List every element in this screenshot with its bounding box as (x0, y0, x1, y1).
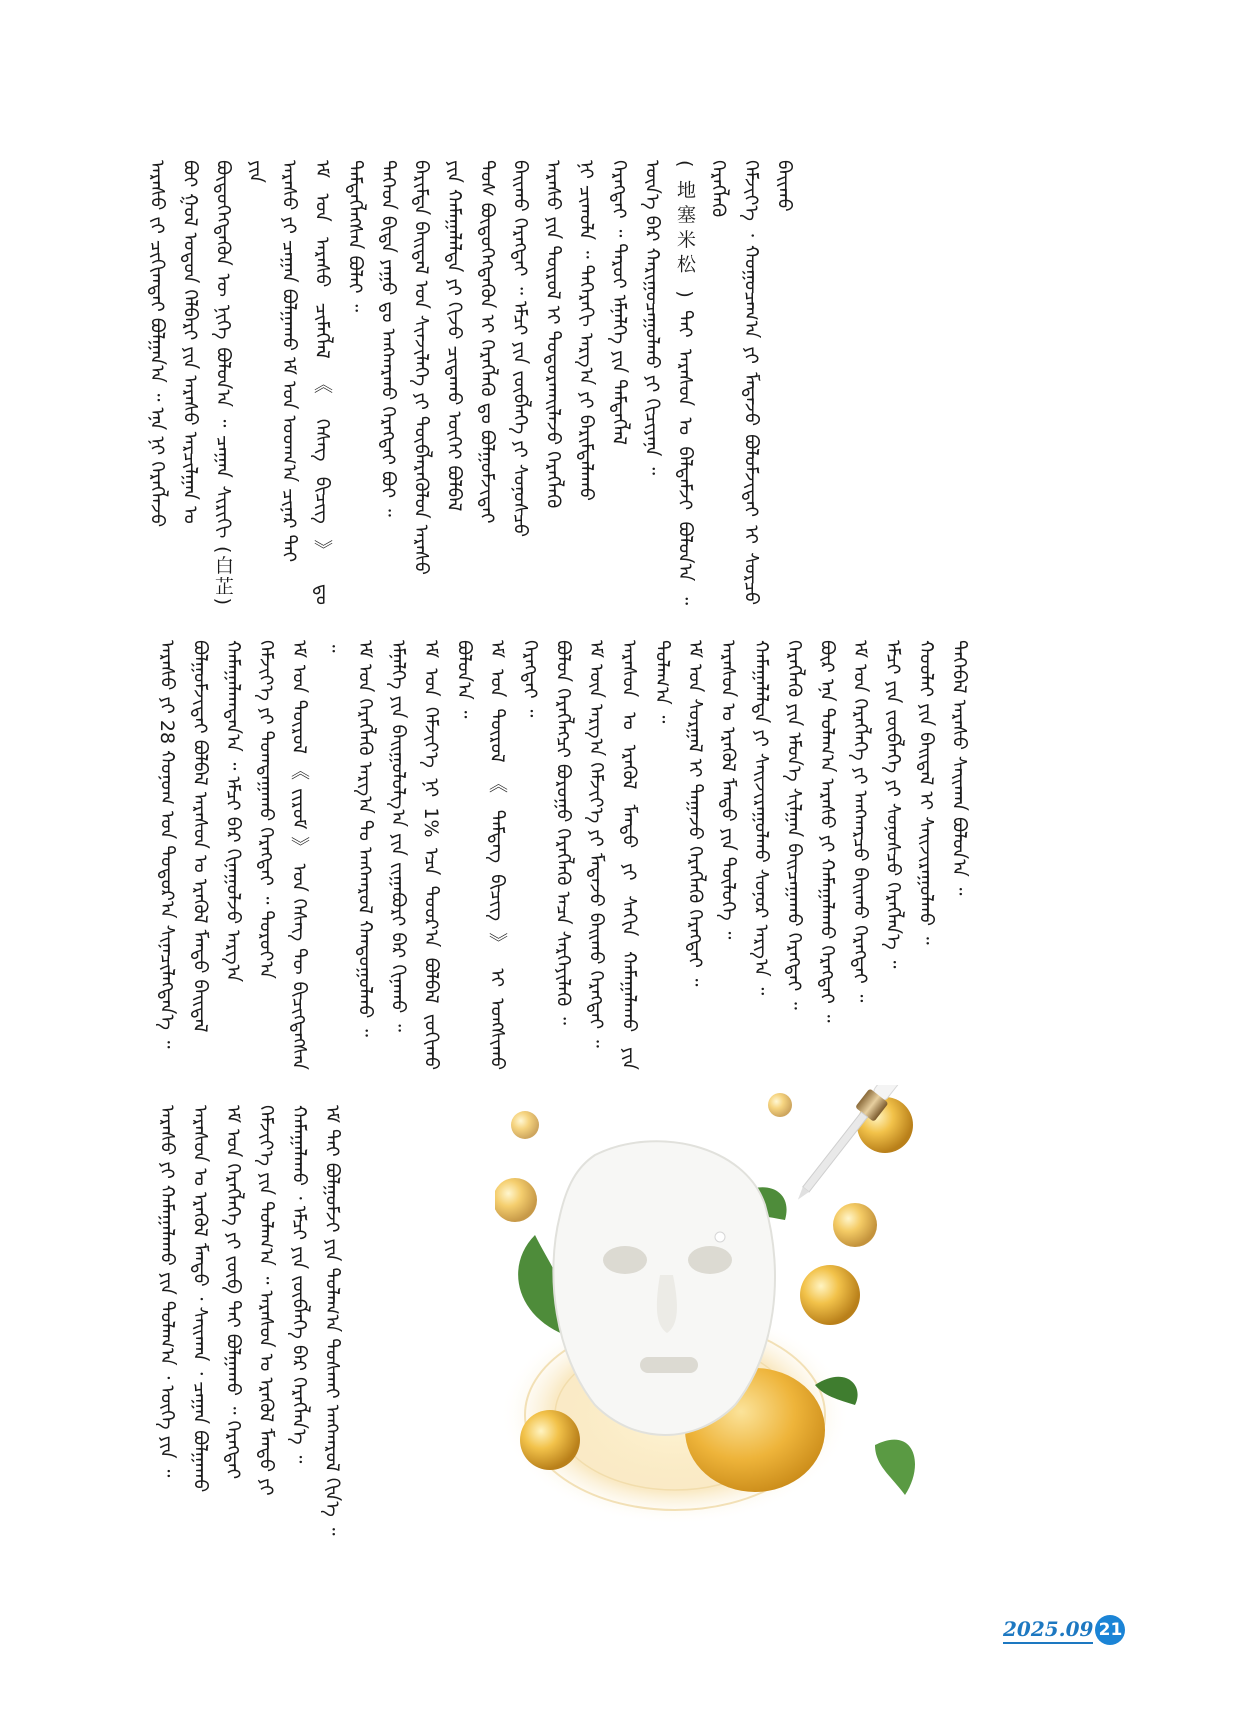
text-line: ᠠᠷᠠᠰᠤᠨ ᠤ ᠡᠷᠡᠭᠦᠯ ᠮᠡᠨᠳᠦ ᠂ ᠰᠠᠢᠬᠠᠨ ᠂ ᠴᠠᠭᠠᠨ ᠪᠣᠯᠭᠠᠬᠤ (189, 1105, 211, 1493)
text-line: ᠬᠡᠷᠡᠭᠲᠡᠢ ᠃ ᠳᠠᠷᠤᠢ ᠡᠮᠨᠡᠯᠭᠡ ᠶᠢᠨ ᠲᠡᠮᠳᠡᠭᠯᠡᠯ (608, 160, 630, 446)
text-line: ᠡᠮ ᠤᠨ ᠬᠡᠮᠵᠢᠶ᠎ᠡ ᠨᠢ 1% ᠡᠴᠡ ᠳᠣᠣᠷ᠎ᠠ ᠪᠣᠯᠪᠠᠯ ᠵᠣᠬᠢᠬᠤ ᠪᠣᠯᠤᠨ᠎ᠠ ᠃ (420, 640, 475, 1070)
text-line: ᠠᠷᠠᠰᠤ ᠵᠢ ᠴᠢᠭᠢᠭᠲᠠᠢ ᠪᠣᠯᠭᠠᠨ᠎ᠠ ᠃ ᠡᠨᠡ ᠨᠢ ᠬᠡᠷᠡᠭᠯᠡᠵᠦ (146, 160, 168, 528)
text-line: ᠡᠮ ᠤᠨ ᠬᠡᠷᠡᠭᠯᠡᠬᠦ ᠠᠷᠭ᠎ᠠ ᠲᠤ ᠠᠩᠬᠠᠷᠤᠯ ᠬᠠᠨᠳᠤᠭᠤᠯᠬᠤ ᠃ (354, 640, 376, 1037)
text-line: ᠪᠦᠷ ᠡᠨᠡ ᠲᠤᠯᠠᠭ᠎ᠠ ᠠᠷᠠᠰᠤ ᠶᠢ ᠬᠠᠮᠠᠭᠠᠯᠠᠬᠤ ᠬᠡᠷᠡᠭᠲᠡᠢ ᠃ (816, 640, 838, 1023)
text-line: ᠡᠮ ᠤᠨ ᠰᠤᠷᠭᠠᠯ ᠢ ᠳᠠᠭᠠᠵᠤ ᠬᠡᠷᠡᠭᠯᠡᠬᠦ ᠬᠡᠷᠡᠭᠲᠡᠢ ᠃ (684, 640, 706, 987)
article-text-upper (140, 160, 1035, 605)
article-text-lower (150, 1105, 365, 1565)
text-line: ᠠᠷᠠᠰᠤᠨ ᠤ ᠡᠷᠡᠭᠦᠯ ᠮᠡᠨᠳᠦ ᠶᠢᠨ ᠲᠥᠯᠥᠭᠡ ᠃ (717, 640, 739, 940)
golden-orb (833, 1203, 877, 1247)
text-line: ᠠᠷᠠᠰᠤ ᠶᠢ 28 ᠬᠣᠨᠣᠭ ᠤᠨ ᠳᠣᠲᠣᠷ᠎ᠠ ᠰᠢᠨᠡᠴᠢᠯᠡᠭᠳᠡᠨ᠎ᠡ ᠃ (156, 640, 178, 1049)
text-line: ᠬᠣᠣᠯᠠᠢ ᠶᠢᠨ ᠪᠠᠢᠳᠠᠯ ᠢ ᠰᠠᠢᠵᠢᠷᠠᠭᠤᠯᠬᠤ ᠃ (915, 640, 937, 945)
text-line: ᠬᠡᠮᠵᠢᠶ᠎ᠡ ᠂ ᠬᠤᠭᠤᠴᠠᠭ᠎ᠠ ᠶᠢ ᠮᠡᠳᠡᠵᠦ ᠪᠣᠯᠤᠮᠵᠢᠲᠠᠢ ᠢ ᠰᠤᠷᠴᠤ ᠪᠠᠢᠬᠤ (740, 160, 795, 605)
text-line: ᠪᠤᠢ ᠭᠣᠯ ᠣᠳᠣᠨ ᠬᠡᠯᠪᠡᠷᠢ ᠶᠢᠨ ᠠᠷᠠᠰᠤ ᠠᠷᠴᠢᠯᠭᠠᠨ ᠤ (179, 160, 201, 524)
text-line: ᠡᠮ ᠤᠨ ᠠᠷᠠᠰᠤ ᠴᠢᠮᠡᠭᠯᠡᠯ 《 ᠬᠡᠰᠡᠭ ᠪᠢᠴᠢᠭ 》 ᠳᠤ ᠲᠡᠮᠳᠡᠭᠯᠡᠭᠰᠡᠨ ᠪᠣᠯᠠᠢ ᠃ (311, 160, 366, 605)
text-line: ᠡᠮ ᠤᠨ ᠲᠥᠷᠥᠯ 《 ᠲᠡᠮᠳᠡᠭ ᠪᠢᠴᠢᠭ 》 ᠢ ᠤᠩᠰᠢᠬᠤ ᠬᠡᠷᠡᠭᠲᠡᠢ ᠃ (486, 640, 541, 1070)
text-line: ᠪᠠᠷᠢᠮᠲᠠ ᠪᠠᠢᠳᠠᠯ ᠤᠨ ᠰᠢᠨᠵᠢᠯᠡᠭᠡ ᠶᠢ ᠲᠥᠪᠯᠡᠷᠡᠭᠦᠯᠦᠨ ᠠᠷᠠᠰᠤ (410, 160, 432, 575)
golden-orb (495, 1178, 537, 1222)
text-line: ᠲᠣᠰ ᠪᠦᠲᠦᠭᠡᠭᠳᠡᠬᠦᠨ ᠢ ᠬᠡᠷᠡᠭᠯᠡᠬᠦ ᠳᠤ ᠪᠣᠯᠭᠣᠮᠵᠢᠲᠠᠢ (476, 160, 498, 524)
issue-date: 2025.09 (1003, 1617, 1093, 1644)
article-text-middle (150, 640, 1050, 1070)
text-line: ᠡᠮ ᠲᠠᠢ ᠪᠣᠯᠭᠣᠮᠵᠢ ᠶᠢᠨ ᠲᠤᠯᠠᠭ᠎ᠠ ᠲᠤᠰᠬᠠᠢ ᠠᠩᠬᠠᠷᠤᠯ ᠬᠢᠨ᠎ᠡ ᠃ (321, 1105, 343, 1536)
text-line: ᠡᠮ ᠤᠨ ᠬᠡᠷᠡᠭᠯᠡᠭᠡ ᠶᠢ ᠵᠥᠪ ᠲᠡᠢ ᠪᠣᠯᠭᠠᠬᠤ ᠃ ᠬᠡᠷᠡᠭᠲᠡᠢ (222, 1105, 244, 1480)
page-number-badge: 21 (1095, 1615, 1125, 1645)
text-line: ᠠᠷᠠᠰᠤ ᠶᠢ ᠬᠠᠮᠠᠭᠠᠯᠠᠬᠤ ᠶᠢᠨ ᠲᠤᠯᠠᠭ᠎ᠠ ᠂ ᠦᠭᠡ ᠶᠢᠨ ᠃ (156, 1105, 178, 1478)
page-footer (1003, 1612, 1125, 1648)
golden-orb (800, 1265, 860, 1325)
text-line: ᠲᠡᠭᠡᠪᠡᠯ ᠠᠷᠠᠰᠤ ᠰᠠᠢᠬᠠᠨ ᠪᠣᠯᠤᠨ᠎ᠠ ᠃ (948, 640, 970, 896)
text-line: ᠬᠠᠮᠠᠭᠠᠯᠠᠬᠤ ᠂ ᠡᠮᠴᠢ ᠶᠢᠨ ᠵᠥᠪᠯᠡᠭᠡ ᠪᠡᠷ ᠬᠡᠷᠡᠭᠯᠡᠨ᠎ᠡ ᠃ (288, 1105, 310, 1464)
golden-orb (768, 1093, 792, 1117)
golden-orb (511, 1111, 539, 1139)
text-line: ᠪᠣᠯᠤᠨ ᠬᠡᠷᠡᠭᠯᠡᠭᠴᠢ ᠪᠤᠷᠤᠭᠤ ᠬᠡᠷᠡᠭᠯᠡᠬᠦ ᠠᠴᠠ ᠰᠡᠷᠭᠡᠶᠢᠯᠡᠬᠦ ᠃ (552, 640, 574, 1025)
face-mask-illustration (495, 1085, 935, 1535)
text-line: ᠶᠢᠨ ᠬᠠᠮᠠᠭᠠᠯᠠᠯᠲᠠ ᠶᠢ ᠬᠢᠵᠦ ᠴᠢᠳᠠᠬᠤ ᠦᠭᠡᠢ ᠪᠣᠯᠪᠠᠯ (443, 160, 465, 512)
text-line: ( 地塞米松 ) ᠲᠡᠢ ᠠᠷᠠᠰᠤᠨ ᠤ ᠪᠡᠯᠳᠡᠮᠵᠢ ᠪᠣᠯᠤᠨ᠎ᠠ ᠃ ᠬᠡᠷᠡᠭᠯᠡᠬᠦ (674, 160, 729, 605)
text-line: ᠡᠮᠴᠢ ᠶᠢᠨ ᠵᠥᠪᠯᠡᠭᠡ ᠶᠢ ᠰᠣᠨᠣᠰᠴᠤ ᠬᠡᠷᠡᠭᠯᠡᠨ᠎ᠡ ᠃ (882, 640, 904, 969)
text-line: ᠡᠮ ᠤᠨ ᠲᠥᠷᠥᠯ 《 ᠵᠢᠷᠤᠮ 》 ᠤᠨ ᠬᠡᠰᠡᠭ ᠲᠦ ᠪᠢᠴᠢᠭ᠌ᠳᠡᠭᠰᠡᠨ ᠃ (288, 640, 343, 1070)
text-line: ᠪᠦᠲᠦᠭᠡᠭᠳᠡᠬᠦᠨ ᠦ ᠨᠢᠭᠡ ᠪᠣᠯᠤᠨ᠎ᠠ ᠃ ᠴᠠᠭᠠᠨ ᠰᠢᠷᠢᠬᠢ (白芷) ᠶᠢᠨ (212, 160, 267, 605)
text-line: ᠬᠠᠮᠠᠭᠠᠯᠠᠯᠲᠠ ᠶᠢ ᠰᠠᠢᠵᠢᠷᠠᠭᠤᠯᠬᠤ ᠰᠣᠨᠣᠷ ᠠᠷᠭ᠎ᠠ ᠃ (750, 640, 772, 996)
sheet-mask (553, 1141, 775, 1435)
text-line: ᠪᠣᠯᠭᠣᠮᠵᠢᠲᠠᠢ ᠪᠣᠯᠪᠠᠯ ᠠᠷᠠᠰᠤᠨ ᠤ ᠡᠷᠡᠭᠦᠯ ᠮᠡᠨᠳᠦ ᠪᠠᠢᠳᠠᠯ (189, 640, 211, 1033)
text-line: ᠪᠠᠢᠬᠤ ᠬᠡᠷᠡᠭᠲᠡᠢ ᠃ ᠡᠮᠴᠢ ᠶᠢᠨ ᠵᠥᠪᠯᠡᠭᠡ ᠶᠢ ᠰᠣᠨᠣᠰᠴᠤ (509, 160, 531, 538)
text-line: ᠠᠷᠠᠰᠤᠨ ᠤ ᠡᠷᠡᠭᠦᠯ ᠮᠡᠨᠳᠦ ᠶᠢ ᠰᠠᠬᠢᠨ ᠬᠠᠮᠠᠭᠠᠯᠠᠬᠤ ᠶᠢᠨ ᠲᠤᠯᠠᠭ᠎ᠠ ᠃ (618, 640, 673, 1070)
text-line: ᠠᠷᠠᠰᠤ ᠶᠢ ᠴᠠᠭᠠᠨ ᠪᠣᠯᠭᠠᠬᠤ ᠡᠮ ᠤᠨ ᠤᠳᠬ᠎ᠠ ᠴᠢᠨᠠᠷ ᠲᠠᠢ (278, 160, 300, 563)
golden-orb (520, 1410, 580, 1470)
text-line: ᠦᠨ᠎ᠡ ᠪᠡᠷ ᠬᠠᠷᠢᠭᠤᠴᠠᠭᠤᠯᠬᠤ ᠶᠢ ᠬᠢᠴᠢᠶᠡᠨᠡ ᠃ (641, 160, 663, 475)
text-line: ᠬᠠᠮᠠᠭᠠᠯᠠᠭᠳᠠᠨ᠎ᠠ ᠃ ᠡᠮᠴᠢ ᠪᠠᠷ ᠬᠢᠨᠠᠭᠤᠯᠵᠤ ᠠᠷᠭ᠎ᠠ (222, 640, 244, 983)
text-line: ᠡᠮ ᠦᠨ ᠠᠷᠭ᠎ᠠ ᠬᠡᠮᠵᠢᠶ᠎ᠡ ᠶᠢ ᠮᠡᠳᠡᠵᠦ ᠪᠠᠢᠬᠤ ᠬᠡᠷᠡᠭᠲᠡᠢ ᠃ (585, 640, 607, 1048)
text-line: ᠬᠡᠮᠵᠢᠶ᠎ᠡ ᠶᠢ ᠲᠣᠭᠲᠠᠭᠠᠬᠤ ᠬᠡᠷᠡᠭᠲᠡᠢ ᠃ ᠳᠣᠷᠤᠶ᠎ᠠ (255, 640, 277, 979)
text-line: ᠲᠡᠭᠡᠳ ᠪᠢᠳᠡ ᠶᠠᠭᠤ ᠳᠤ ᠠᠩᠬᠠᠷᠬᠤ ᠬᠡᠷᠡᠭᠲᠡᠢ ᠪᠤᠢ ᠃ (377, 160, 399, 517)
text-line: ᠡᠮᠨᠡᠯᠭᠡ ᠶᠢᠨ ᠪᠠᠢᠭᠤᠯᠤᠯᠭ᠎ᠠ ᠶᠢᠨ ᠵᠢᠭᠠᠪᠤᠷᠢ ᠪᠠᠷ ᠬᠢᠨᠠᠬᠤ ᠃ (387, 640, 409, 1032)
text-line: ᠨᠢ ᠴᠢᠬᠤᠯᠠ ᠃ ᠳᠡᠭᠡᠷᠡᠬᠢ ᠠᠷᠭ᠎ᠠ ᠶᠢ ᠪᠠᠷᠢᠮᠲᠠᠯᠠᠬᠤ (575, 160, 597, 501)
leaf-icon (875, 1440, 915, 1495)
text-line: ᠡᠮ ᠤᠨ ᠬᠡᠷᠡᠭᠯᠡᠭᠡ ᠶᠢ ᠠᠩᠬᠠᠷᠴᠤ ᠪᠠᠢᠬᠤ ᠬᠡᠷᠡᠭᠲᠡᠢ ᠃ (849, 640, 871, 1003)
text-line: ᠠᠷᠠᠰᠤ ᠶᠢᠨ ᠲᠥᠷᠥᠯ ᠢ ᠲᠣᠳᠣᠷᠬᠠᠢᠯᠠᠵᠤ ᠬᠡᠷᠡᠭᠯᠡᠬᠦ (542, 160, 564, 509)
text-line: ᠬᠡᠮᠵᠢᠶ᠎ᠡ ᠶᠢᠨ ᠲᠤᠯᠠᠭ᠎ᠠ ᠃ ᠠᠷᠠᠰᠤᠨ ᠤ ᠡᠷᠡᠭᠦᠯ ᠮᠡᠨᠳᠦ ᠶᠢ (255, 1105, 277, 1496)
text-line: ᠬᠡᠷᠡᠭᠯᠡᠬᠦ ᠶᠢᠨ ᠡᠮᠦᠨ᠎ᠡ ᠰᠢᠯᠭᠠᠨ ᠪᠠᠢᠴᠠᠭᠠᠬᠤ ᠬᠡᠷᠡᠭᠲᠡᠢ ᠃ (783, 640, 805, 1010)
droplet (715, 1232, 725, 1242)
